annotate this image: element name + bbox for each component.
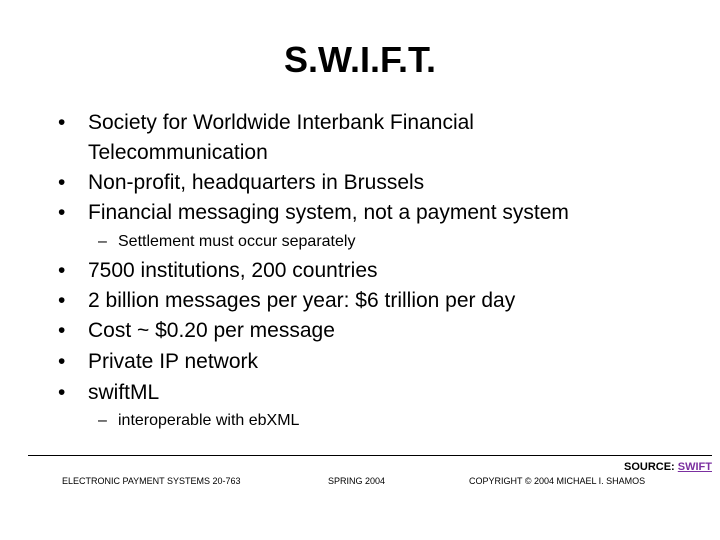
dash-icon: – [98,412,107,429]
sub-bullet-text: Settlement must occur separately [118,233,356,250]
footer-course: ELECTRONIC PAYMENT SYSTEMS 20-763 [62,476,241,486]
bullet-item [58,286,688,316]
bullet-icon: • [58,319,66,342]
sub-bullet-text: interoperable with ebXML [118,412,300,429]
footer-copyright: COPYRIGHT © 2004 MICHAEL I. SHAMOS [469,476,646,486]
bullet-item [58,198,688,228]
bullet-icon: • [58,171,66,194]
bullet-icon: • [58,350,66,373]
source-credit [624,461,712,473]
bullet-item [58,256,688,286]
source-link[interactable]: SWIFT [677,461,712,473]
sub-bullet-item [98,410,678,432]
bullet-item [58,316,688,346]
bullet-text: Financial messaging system, not a payment system [88,201,569,224]
bullet-text: Society for Worldwide Interbank Financial [88,111,474,134]
source-label: SOURCE: [623,461,675,473]
bullet-text: Private IP network [88,350,259,373]
bullet-icon: • [58,259,66,282]
bullet-text: Cost ~ $0.20 per message [88,319,335,342]
bullet-icon: • [58,111,66,134]
bullet-text: 2 billion messages per year: $6 trillion per day [88,289,516,312]
bullet-item [58,347,688,377]
footer-divider [28,455,712,456]
bullet-text: 7500 institutions, 200 countries [88,259,378,282]
bullet-text: Non-profit, headquarters in Brussels [88,171,425,194]
bullet-icon: • [58,381,66,404]
bullet-item [58,378,688,408]
slide-title: S.W.I.F.T. [283,39,436,80]
dash-icon: – [98,233,107,250]
sub-bullet-item [98,231,678,253]
bullet-text: swiftML [88,381,160,404]
bullet-item [58,168,688,198]
bullet-text: Telecommunication [88,141,268,164]
footer-term: SPRING 2004 [328,476,386,486]
bullet-icon: • [58,201,66,224]
bullet-icon: • [58,289,66,312]
bullet-item [58,108,688,168]
